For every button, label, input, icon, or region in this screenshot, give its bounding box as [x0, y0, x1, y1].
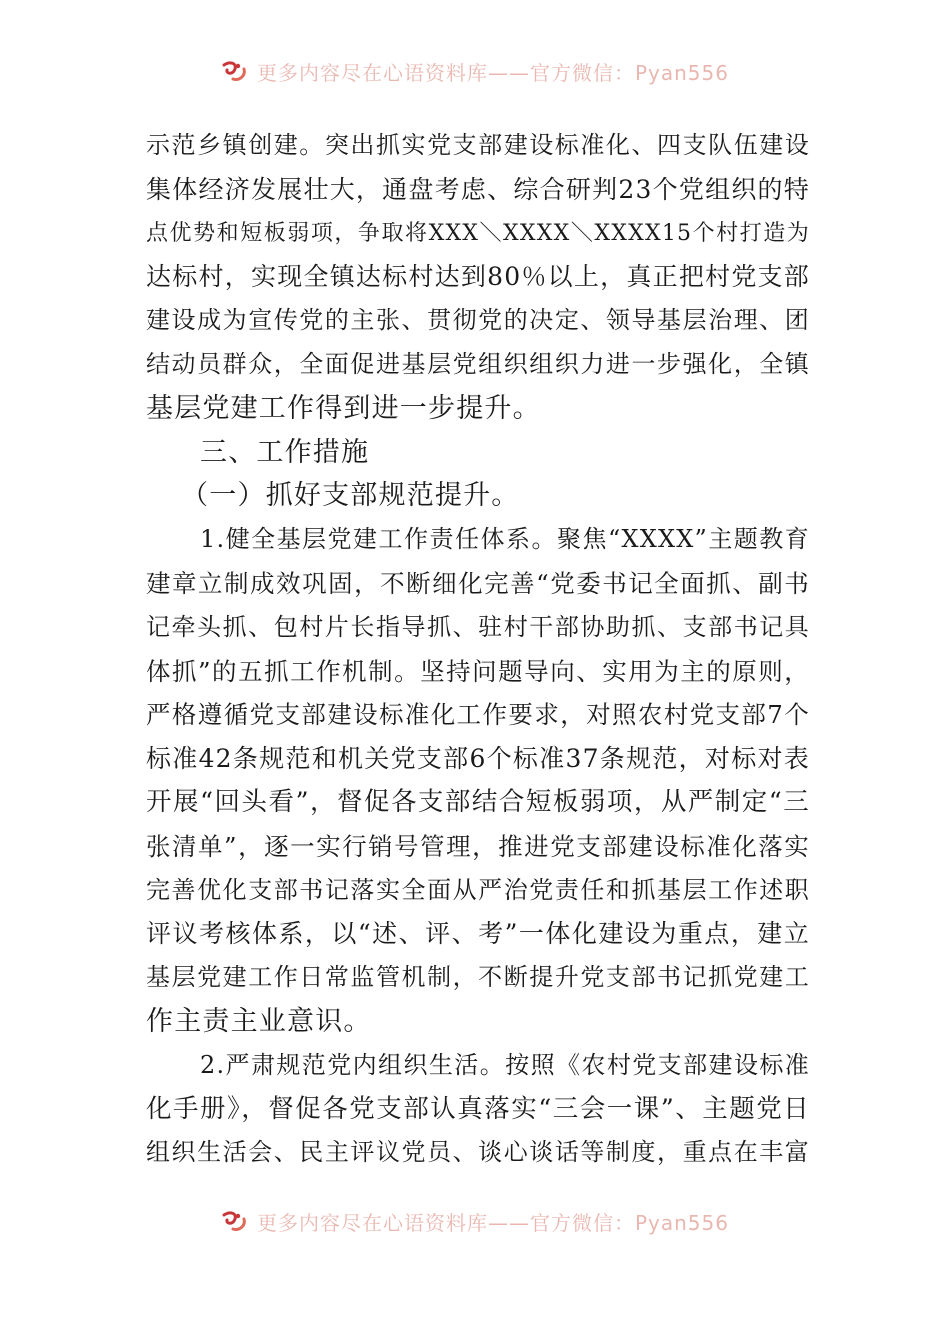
text-line: 2.严肃规范党内组织生活。按照《农村党支部建设标准: [200, 1050, 810, 1079]
text-line: 建设成为宣传党的主张、贯彻党的决定、领导基层治理、团: [146, 306, 810, 335]
swirl-logo-icon: [221, 59, 249, 83]
swirl-logo-icon: [221, 1209, 249, 1233]
text-line: 点优势和短板弱项，争取将XXX＼XXXX＼XXXX15个村打造为: [146, 220, 810, 246]
text-line: （一）抓好支部规范提升。: [181, 480, 520, 512]
text-line: 三、工作措施: [200, 436, 370, 468]
text-line: 结动员群众，全面促进基层党组织组织力进一步强化，全镇: [146, 349, 810, 378]
text-line: 组织生活会、民主评议党员、谈心谈话等制度，重点在丰富: [146, 1138, 810, 1167]
text-line: 开展“回头看”，督促各支部结合短板弱项，从严制定“三: [146, 786, 810, 817]
text-line: 体抓”的五抓工作机制。坚持问题导向、实用为主的原则，: [146, 656, 810, 686]
text-line: 示范乡镇创建。突出抓实党支部建设标准化、四支队伍建设: [146, 131, 810, 159]
text-line: 基层党建工作日常监管机制，不断提升党支部书记抓党建工: [146, 963, 810, 992]
watermark-footer: [0, 1206, 950, 1236]
text-line: 张清单”，逐一实行销号管理，推进党支部建设标准化落实: [146, 831, 810, 861]
text-line: 标准42条规范和机关党支部6个标准37条规范，对标对表: [146, 744, 810, 774]
text-line: 集体经济发展壮大，通盘考虑、综合研判23个党组织的特: [146, 174, 810, 204]
document-body: [146, 124, 810, 1175]
text-line: 评议考核体系，以“述、评、考”一体化建设为重点，建立: [146, 919, 810, 949]
text-line: 建章立制成效巩固，不断细化完善“党委书记全面抓、副书: [146, 568, 810, 598]
text-line: 严格遵循党支部建设标准化工作要求，对照农村党支部7个: [146, 700, 810, 730]
watermark-text: 更多内容尽在心语资料库——官方微信：Pyan556: [256, 60, 729, 85]
text-line: 基层党建工作得到进一步提升。: [146, 392, 541, 424]
watermark-text: 更多内容尽在心语资料库——官方微信：Pyan556: [256, 1210, 729, 1235]
watermark-header: [0, 56, 950, 86]
text-line: 完善优化支部书记落实全面从严治党责任和抓基层工作述职: [146, 875, 810, 904]
text-line: 达标村，实现全镇达标村达到80％以上，真正把村党支部: [146, 262, 810, 292]
text-line: 记牵头抓、包村片长指导抓、驻村干部协助抓、支部书记具: [146, 612, 810, 641]
text-line: 化手册》，督促各党支部认真落实“三会一课”、主题党日: [146, 1093, 810, 1124]
text-line: 作主责主业意识。: [146, 1005, 372, 1037]
text-line: 1.健全基层党建工作责任体系。聚焦“XXXX”主题教育: [200, 525, 810, 554]
